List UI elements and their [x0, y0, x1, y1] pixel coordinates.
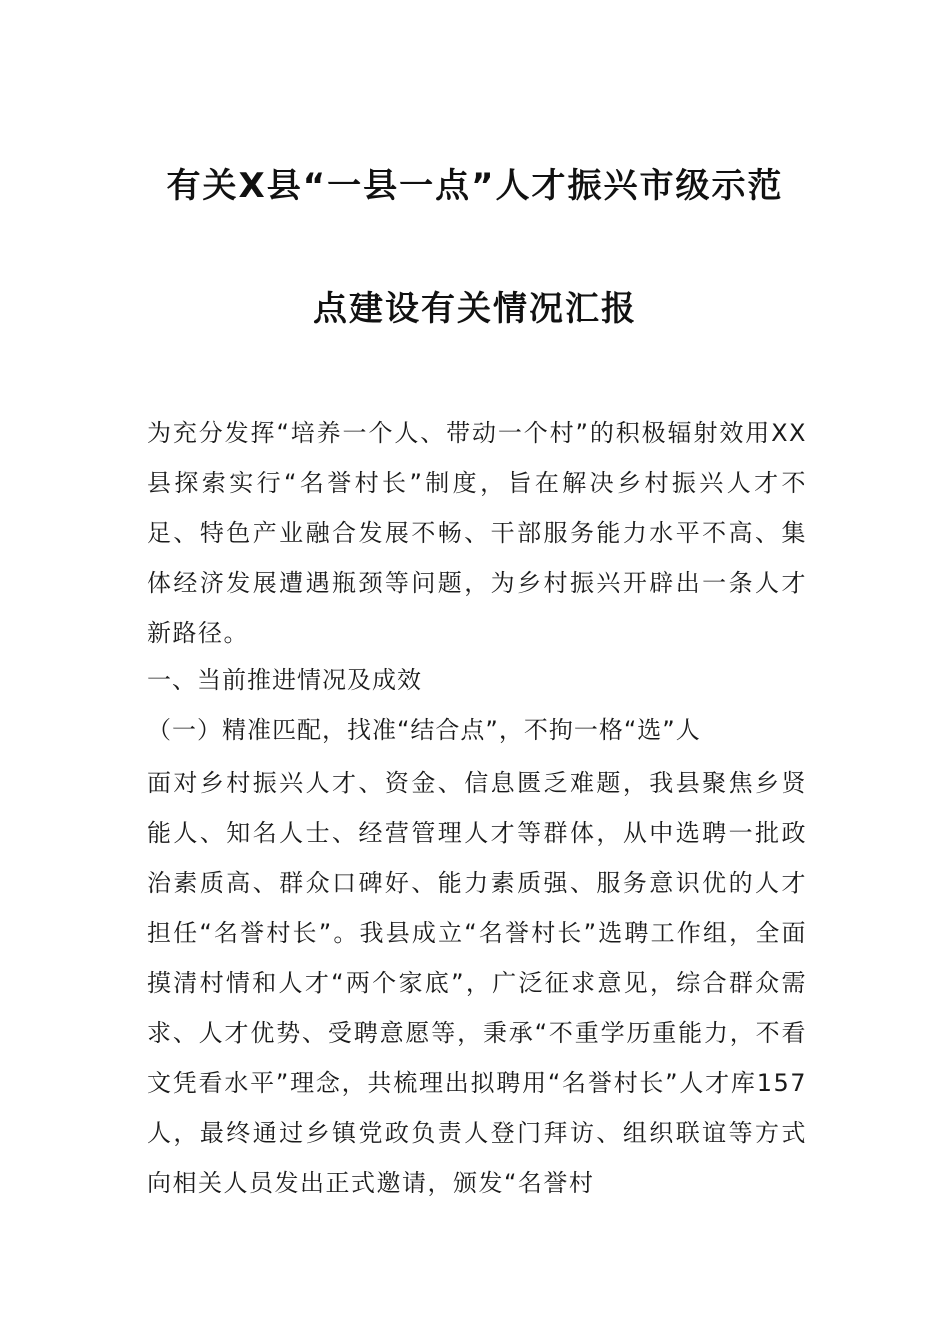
document-title-line-1: 有关X县“一县一点”人才振兴市级示范 [166, 166, 784, 206]
subsection-heading: （一）精准匹配，找准“结合点”，不拘一格“选”人 [147, 716, 701, 744]
intro-paragraph: 为充分发挥“培养一个人、带动一个村”的积极辐射效用XX县探索实行“名誉村长”制度，旨在解决乡村振兴人才不足、特色产业融合发展不畅、干部服务能力水平不高、集体经济发展遭遇瓶颈等问题，为乡村振兴开辟出一条人才新路径。 [147, 419, 807, 647]
subsection-paragraph: 面对乡村振兴人才、资金、信息匮乏难题，我县聚焦乡贤能人、知名人士、经营管理人才等群体，从中选聘一批政治素质高、群众口碑好、能力素质强、服务意识优的人才担任“名誉村长”。我县成立“名誉村长”选聘工作组，全面摸清村情和人才“两个家底”，广泛征求意见，综合群众需求、人才优势、受聘意愿等，秉承“不重学历重能力，不看文凭看水平”理念，共梳理出拟聘用“名誉村长”人才库157人，最终通过乡镇党政负责人登门拜访、组织联谊等方式向相关人员发出正式邀请，颁发“名誉村 [147, 769, 807, 1197]
section-heading: 一、当前推进情况及成效 [147, 666, 422, 694]
document-body [147, 0, 807, 1344]
document-title-line-2: 点建设有关情况汇报 [313, 289, 637, 329]
